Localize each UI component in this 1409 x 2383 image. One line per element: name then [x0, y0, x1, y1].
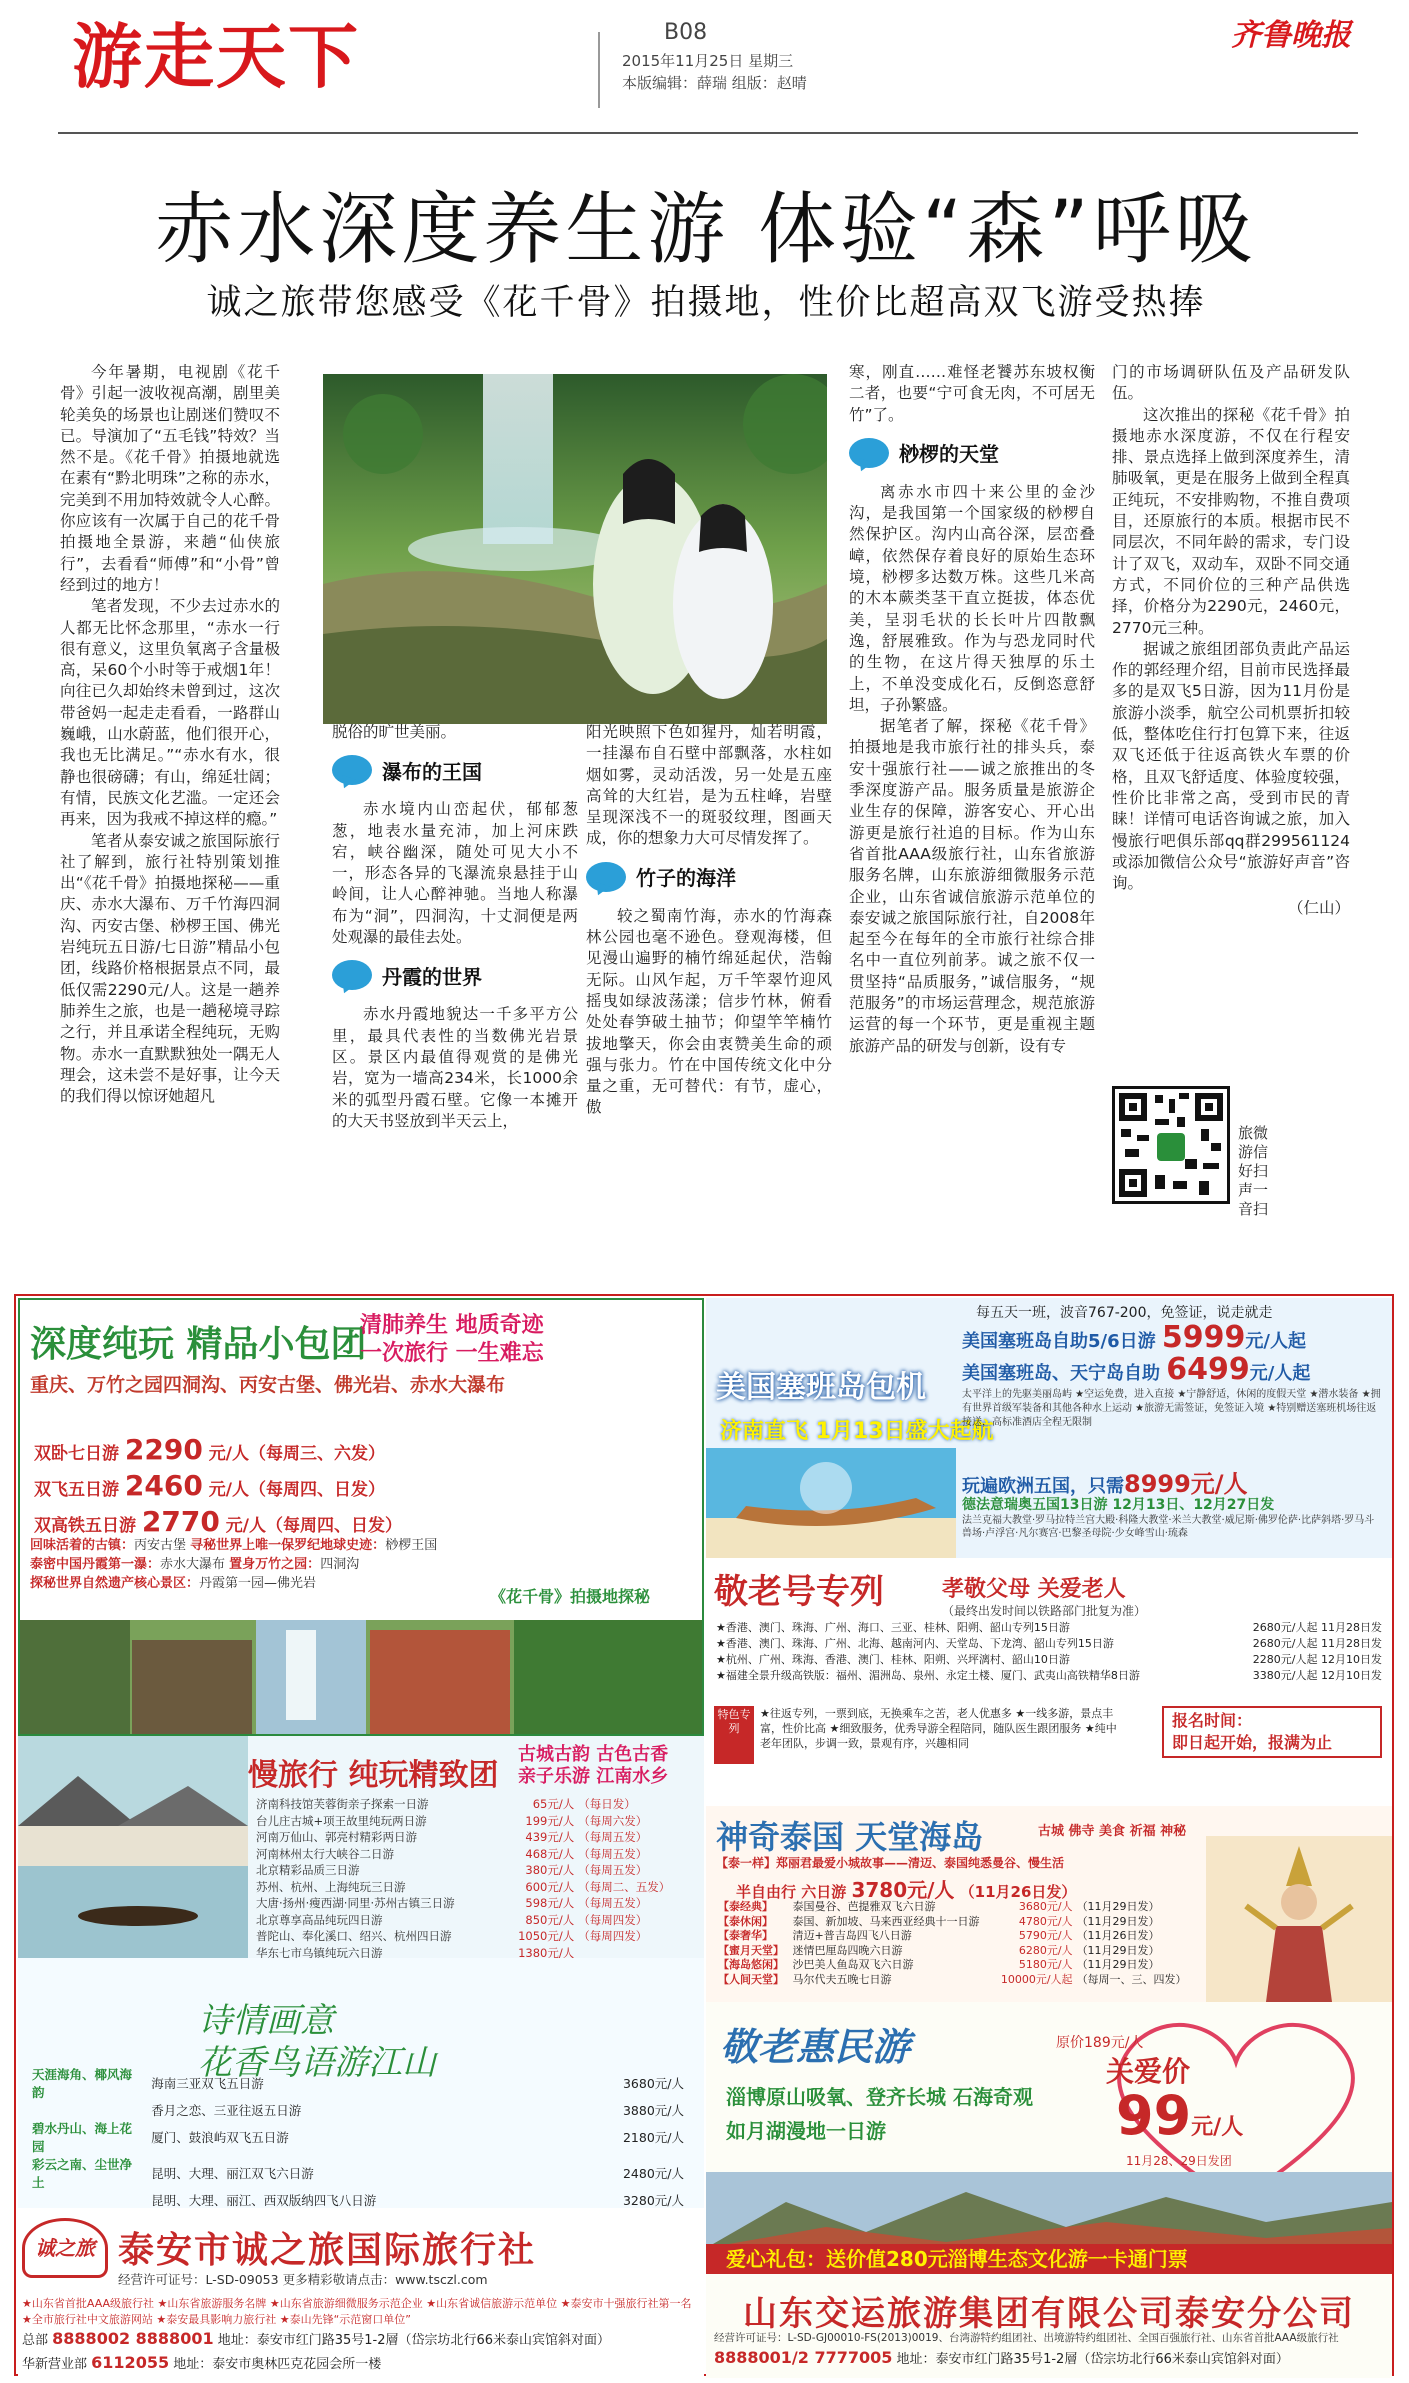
ad-routes: 重庆、万竹之园四洞沟、丙安古堡、佛光岩、赤水大瀑布 — [30, 1374, 506, 1396]
article-column-3 — [586, 722, 832, 1119]
price-label: 双卧七日游 — [34, 1444, 119, 1464]
table-row — [716, 1929, 1196, 1944]
highlight-key: 探秘世界自然遗产核心景区： — [30, 1576, 200, 1591]
editor-line: 本版编辑：薛瑞 组版：赵晴 — [622, 74, 807, 92]
route-line: 淄博原山吸氧、登齐长城 石海奇观 — [726, 2085, 1033, 2109]
route-price: 5180元/人 — [1018, 1958, 1073, 1971]
route-tag: 【人间天堂】 — [718, 1972, 784, 1986]
contact-row — [22, 2352, 702, 2376]
route-price: 3880元/人 — [622, 2103, 684, 2118]
byline: （仁山） — [1287, 899, 1350, 918]
route-name: 昆明、大理、丽江双飞六日游 — [151, 2166, 314, 2181]
slogan-line: 亲子乐游 江南水乡 — [518, 1766, 669, 1787]
highlight-row — [30, 1555, 450, 1574]
price-value: 6499 — [1166, 1352, 1250, 1387]
route-name: ★香港、澳门、珠海、广州、海口、三亚、桂林、阳朔、韶山专列15日游 — [716, 1621, 1070, 1634]
route-schedule: （11月29日发） — [1076, 1943, 1160, 1957]
agency-contact — [22, 2328, 702, 2376]
paragraph: 这次推出的探秘《花千骨》拍摄地赤水深度游，不仅在行程安排、景点选择上做到深度养生，清肺吸氧，更是在服务上做到全程真正纯玩，不安排购物，不推自费项目，还原旅行的本质。根据市民不同层次，不同年龄的需求，专门设计了双飞，双动车，双卧不同交通方式，不同价位的三种产品供选择，价格分为2290元，2460元，2770元三种。 — [1112, 405, 1350, 637]
table-row — [254, 1813, 694, 1830]
table-row — [714, 1668, 1384, 1684]
highlight-value: 桫椤王国 — [385, 1538, 438, 1553]
route-schedule: （11月29日发） — [1076, 1958, 1160, 1971]
route-schedule: （每周二、五发） — [578, 1879, 671, 1894]
section-subtitle — [332, 755, 578, 789]
route-name: 华东七市乌镇纯玩六日游 — [256, 1945, 383, 1958]
advertisement-block — [14, 1294, 1394, 2376]
route-name: 济南科技馆芙蓉街亲子探索一日游 — [256, 1797, 429, 1811]
highlight-row — [30, 1574, 450, 1593]
route-price: 598元/人 — [525, 1896, 575, 1910]
ad-feature-price — [736, 1874, 1076, 1903]
route-price: 3680元/人 — [622, 2076, 684, 2091]
departure-date: 济南直飞 1月13日盛大起航 — [720, 1419, 994, 1444]
care-price — [1116, 2084, 1243, 2147]
route-name: 北京尊享高品纯玩四日游 — [256, 1912, 383, 1927]
departure-dates: 11月28、29日发团 — [1126, 2154, 1232, 2168]
route-tag: 【泰奢华】 — [718, 1929, 773, 1942]
route-schedule: （每周四发） — [578, 1929, 648, 1943]
signup-box[interactable] — [1162, 1706, 1382, 1758]
ad-senior-daytrip[interactable] — [706, 2002, 1392, 2378]
route-name: 河南万仙山、郭亮村精彩两日游 — [256, 1830, 417, 1844]
scenery-strip — [20, 1620, 704, 1736]
route-price: 199元/人 — [525, 1813, 575, 1828]
contact-address: 地址：泰安市红门路35号1-2層（岱宗坊北行66米泰山宾馆斜对面） — [896, 2352, 1289, 2367]
route-price: 2680元/人起 11月28日发 — [1252, 1637, 1382, 1650]
price-unit: 元/人起 — [1245, 1331, 1306, 1352]
ad-feature-line: 【泰一样】郑丽君最爱小城故事——清迈、泰国纯悉曼谷、慢生活 — [716, 1856, 1065, 1870]
route-price-table — [254, 1796, 694, 1958]
route-tag: 【海岛悠闲】 — [718, 1958, 784, 1971]
route-price: 3280元/人 — [622, 2193, 684, 2208]
subtitle-text: 竹子的海洋 — [636, 866, 736, 891]
issue-info — [622, 50, 807, 94]
route-price: 10000元/人起 — [1000, 1972, 1073, 1986]
subtitle-text: 瀑布的王国 — [382, 759, 482, 784]
price-unit: 元/人（每周四、日发） — [225, 1516, 402, 1536]
ad-column-right — [706, 1298, 1392, 2378]
ad-chishui-tour[interactable] — [18, 1298, 704, 1736]
price-value: 2770 — [141, 1505, 220, 1538]
ad-agency-footer — [18, 2208, 704, 2378]
thai-dancer-image — [1206, 1836, 1392, 2002]
wechat-qr-code[interactable] — [1112, 1086, 1230, 1204]
feature-label: 半自由行 六日游 — [736, 1883, 847, 1901]
route-tagline: 天涯海角、椰风海韵 — [32, 2067, 133, 2100]
price-label: 美国塞班岛、天宁岛自助 — [962, 1363, 1160, 1384]
paragraph: 赤水境内山峦起伏，郁郁葱葱，地表水量充沛，加上河床跌宕，峡谷幽深，随处可见大小不一，形态各异的飞瀑流泉悬挂于山岭间，让人心醉神驰。当地人称瀑布为“洞”，四洞沟，十丈洞便是两处观瀑的最佳去处。 — [332, 800, 578, 947]
route-price: 6280元/人 — [1018, 1943, 1073, 1957]
section-title: 游走天下 — [72, 15, 360, 98]
subtitle-text: 桫椤的天堂 — [899, 442, 999, 467]
ad-column-left — [18, 1298, 704, 2378]
contact-phone[interactable]: 8888001/2 7777005 — [714, 2348, 893, 2367]
table-row — [254, 1846, 694, 1863]
article-column-1 — [60, 362, 280, 1107]
slogan-line: 古城古韵 古色古香 — [518, 1744, 669, 1765]
contact-phone[interactable]: 8888002 8888001 — [52, 2329, 214, 2348]
route-tagline: 彩云之南、尘世净土 — [32, 2157, 133, 2190]
slogan-line: 一次旅行 一生难忘 — [360, 1341, 544, 1366]
section-subtitle — [332, 960, 578, 994]
section-subtitle — [849, 438, 1095, 472]
route-name: 厦门、鼓浪屿双飞五日游 — [151, 2130, 289, 2145]
route-name: 海南三亚双飞五日游 — [151, 2076, 264, 2091]
feature-badge: 特色专列 — [714, 1706, 754, 1764]
route-price: 439元/人 — [525, 1830, 575, 1844]
route-price: 5790元/人 — [1018, 1929, 1073, 1942]
slogan-line: 清肺养生 地质奇迹 — [360, 1313, 544, 1338]
table-row — [254, 1945, 694, 1959]
signup-text: 即日起开始，报满为止 — [1172, 1733, 1333, 1752]
offer-label: 玩遍欧洲五国，只需 — [962, 1476, 1124, 1497]
article — [60, 362, 1350, 1274]
europe-route: 德法意瑞奥五国13日游 12月13日、12月27日发 — [962, 1497, 1275, 1513]
agency-license[interactable]: 经营许可证号：L-SD-09053 更多精彩敬请点击：www.tsczl.com — [118, 2272, 488, 2287]
route-name: ★香港、澳门、珠海、广州、北海、越南河内、天堂岛、下龙湾、韶山专列15日游 — [716, 1637, 1114, 1650]
speech-bubble-icon — [332, 960, 372, 994]
ad-slogan — [518, 1744, 668, 1788]
signup-label: 报名时间： — [1172, 1711, 1253, 1730]
top-rule — [58, 132, 1358, 134]
company-name: 山东交运旅游集团有限公司泰安分公司 — [743, 2294, 1355, 2334]
table-row — [254, 1928, 694, 1945]
ad-headline-prices — [962, 1320, 1311, 1388]
route-price: 65元/人 — [532, 1797, 575, 1811]
table-row — [28, 2066, 688, 2102]
drama-still-photo — [323, 374, 827, 724]
table-row — [714, 1620, 1384, 1636]
table-row — [28, 2192, 688, 2208]
route-price: 2180元/人 — [622, 2130, 684, 2145]
table-row — [254, 1862, 694, 1879]
feature-price: 3780元/人 — [851, 1878, 955, 1902]
route-price-table — [716, 1900, 1196, 1987]
price-row — [962, 1352, 1311, 1388]
contact-row — [22, 2328, 702, 2352]
route-price: 600元/人 — [525, 1879, 575, 1894]
route-price: 3680元/人 — [1018, 1900, 1073, 1913]
ad-title: 敬老惠民游 — [720, 2025, 911, 2069]
table-row — [716, 1958, 1196, 1973]
route-schedule: （每周五发） — [578, 1830, 648, 1844]
date-line: 2015年11月25日 星期三 — [622, 52, 794, 70]
price-unit: 元/人 — [1191, 2115, 1244, 2140]
paragraph: 笔者发现，不少去过赤水的人都无比怀念那里，“赤水一行很有意义，这里负氧离子含量极高，呆60个小时等于戒烟1年！向往已久却始终未曾到过，这次带爸妈一起走走看看，一路群山巍峨，山水蔚蓝，他们很开心，我也无比满足。”“赤水有水，很静也很磅礴；有山，绵延壮阔；有情，民族文化艺滥。一定还会再来，因为我戒不掉这样的瘾。” — [60, 597, 280, 829]
page-number: B08 — [664, 20, 708, 45]
agency-honors: ★山东省首批AAA级旅行社 ★山东省旅游服务名牌 ★山东省旅游细微服务示范企业 ★山东省诚信旅游示范单位 ★泰安市十强旅行社第一名 ★全市旅行社中文旅游网站 ★泰安最具影响力旅行社 ★泰山先锋“示范窗口单位” — [22, 2297, 692, 2326]
route-price: 3380元/人起 12月10日发 — [1252, 1669, 1382, 1682]
route-name: 普陀山、奉化溪口、绍兴、杭州四日游 — [256, 1929, 452, 1943]
price-row — [34, 1434, 402, 1470]
agency-logo: 诚之旅 — [22, 2218, 108, 2278]
paragraph: 今年暑期，电视剧《花千骨》引起一波收视高潮，剧里美轮美奂的场景也让剧迷们赞叹不已。导演加了“五毛钱”特效？当然不是。《花千骨》拍摄地就选在素有“黔北明珠”之称的赤水，完美到不用加特效就令人心醉。你应该有一次属于自己的花千骨拍摄地全景游，来趟“仙侠旅行”，去看看“师傅”和“小骨”曾经到过的地方！ — [60, 363, 280, 594]
route-name: 台儿庄古城+项王故里纯玩两日游 — [256, 1813, 427, 1828]
headline: 赤水深度养生游 体验“森”呼吸 — [155, 185, 1257, 275]
route-tag: 【蜜月天堂】 — [718, 1943, 784, 1957]
offer-price: 8999元/人 — [1124, 1470, 1248, 1498]
feature-date: （11月26日发） — [959, 1883, 1077, 1901]
price-value: 5999 — [1161, 1320, 1246, 1355]
subheadline: 诚之旅带您感受《花千骨》拍摄地，性价比超高双飞游受热捧 — [206, 283, 1206, 323]
price-value: 99 — [1116, 2084, 1192, 2147]
article-column-5 — [1112, 362, 1350, 920]
table-row — [254, 1895, 694, 1912]
price-row — [962, 1320, 1310, 1356]
route-schedule: （11月29日发） — [1076, 1914, 1160, 1928]
europe-description: 法兰克福大教堂·罗马拉特兰宫大殿·科隆大教堂·米兰大教堂·威尼斯·佛罗伦萨·比萨斜塔·罗马斗兽场·卢浮宫·凡尔赛宫·巴黎圣母院·少女峰雪山·琉森 — [962, 1515, 1375, 1539]
company-contact — [714, 2348, 1390, 2367]
ad-slogan — [360, 1312, 544, 1368]
section-subtitle — [586, 862, 832, 896]
paragraph-continued: 门的市场调研队伍及产品研发队伍。 — [1112, 363, 1350, 403]
qr-caption-line: 好扫 — [1238, 1162, 1269, 1180]
ad-title-line: 花香鸟语游江山 — [198, 2043, 436, 2083]
company-license: 经营许可证号：L-SD-GJ00010-FS(2013)0019、台湾游特约组团社、出境游特约组团社、全国百强旅行社、山东省首批AAA级旅行社 — [714, 2332, 1339, 2344]
route-line: 如月湖漫地一日游 — [726, 2119, 886, 2143]
qr-caption — [1238, 1124, 1298, 1219]
route-schedule — [576, 1945, 694, 1959]
table-row — [28, 2156, 688, 2192]
route-price: 2480元/人 — [622, 2166, 684, 2181]
route-name: 泰国曼谷、芭提雅双飞六日游 — [792, 1900, 936, 1913]
ad-title: 慢旅行 纯玩精致团 — [248, 1758, 499, 1793]
paragraph: 较之蜀南竹海，赤水的竹海森林公园也毫不逊色。登观海楼，但见漫山遍野的楠竹绵延起伏，浩翰无际。山风乍起，万千竿翠竹迎风摇曳如绿波荡漾；信步竹林，俯看处处春笋破土抽节；仰望竿竿楠竹拔地擎天，你会由衷赞美生命的顽强与张力。竹在中国传统文化中分量之重，无可替代：有节，虚心，傲 — [586, 906, 832, 1117]
paragraph: 据笔者了解，探秘《花千骨》拍摄地是我市旅行社的排头兵，泰安十强旅行社——诚之旅推出的冬季深度游产品。服务质量是旅游企业生存的保障，游客安心、开心出游更是旅行社追的目标。作为山东省首批AAA级旅行社，山东省旅游服务名牌，山东旅游细微服务示范企业，山东省诚信旅游示范单位的泰安诚之旅国际旅行社，自2008年起至今在每年的全市旅行社综合排名中一直位列前茅。诚之旅不仅一贯坚持“品质服务，”诚信服务，“规范服务”的市场运营理念，规范旅游运营的每一个环节，更是重视主题旅游产品的研发与创新，设有专 — [849, 717, 1095, 1055]
ad-note: （最终出发时间以铁路部门批复为准） — [942, 1604, 1147, 1618]
route-name: 泰国、新加坡、马来西亚经典十一日游 — [792, 1914, 980, 1928]
paragraph-continued: 脱俗的旷世美丽。 — [332, 723, 457, 741]
route-price: 1380元/人 — [518, 1945, 575, 1958]
agency-name: 泰安市诚之旅国际旅行社 — [118, 2230, 537, 2271]
table-row — [254, 1829, 694, 1846]
route-name: 苏州、杭州、上海纯玩三日游 — [256, 1879, 406, 1894]
highlight-key: 置身万竹之园： — [229, 1557, 321, 1572]
route-schedule: （每周六发） — [578, 1813, 648, 1828]
contact-phone[interactable]: 6112055 — [91, 2353, 170, 2372]
route-schedule: （每日发） — [578, 1797, 636, 1811]
route-name: 沙巴美人鱼岛双飞六日游 — [792, 1958, 914, 1971]
ad-thailand[interactable] — [706, 1806, 1392, 2002]
price-row — [34, 1470, 402, 1506]
highlight-value: 四洞沟 — [320, 1557, 360, 1572]
qr-pattern — [1115, 1089, 1227, 1201]
highlight-value: 赤水大瀑布 — [160, 1557, 226, 1572]
table-row — [716, 1973, 1196, 1988]
route-name: 河南林州太行大峡谷二日游 — [256, 1846, 394, 1861]
table-row — [254, 1796, 694, 1813]
price-label: 双飞五日游 — [34, 1480, 119, 1500]
paper-logo: 齐鲁晚报 — [1231, 18, 1351, 53]
route-schedule: （每周一、三、四发） — [1076, 1972, 1187, 1986]
route-price: 380元/人 — [525, 1863, 575, 1877]
route-price: 468元/人 — [525, 1846, 575, 1861]
table-row — [716, 1900, 1196, 1915]
table-row — [254, 1912, 694, 1929]
subtitle-text: 丹霞的世界 — [382, 964, 482, 989]
route-tagline — [28, 2102, 147, 2120]
ad-intro: 每五天一班，波音767-200，免签证，说走就走 — [976, 1305, 1273, 1321]
ad-title: 深度纯玩 精品小包团 — [30, 1324, 367, 1365]
ad-route — [726, 2080, 1033, 2148]
ad-highlights — [30, 1536, 450, 1593]
route-name: ★杭州、广州、珠海、香港、澳门、桂林、阳朔、兴坪漓村、韶山10日游 — [716, 1653, 1070, 1666]
ad-domestic-tours[interactable] — [18, 1958, 704, 2208]
price-value: 2460 — [124, 1469, 203, 1502]
route-schedule: （每周四发） — [578, 1912, 648, 1927]
highlight-value: 丹霞第一园—佛光岩 — [199, 1576, 317, 1591]
speech-bubble-icon — [586, 862, 626, 896]
route-name: ★福建全景升级高铁版：福州、湄洲岛、泉州、永定土楼、厦门、武夷山高铁精华8日游 — [716, 1669, 1140, 1682]
qr-caption-line: 声一 — [1238, 1181, 1269, 1199]
route-tag: 【泰经典】 — [718, 1900, 773, 1913]
route-schedule: （每周五发） — [578, 1863, 648, 1877]
price-unit: 元/人（每周四、日发） — [208, 1480, 385, 1500]
route-price-table — [28, 2066, 688, 2208]
speech-bubble-icon — [332, 755, 372, 789]
route-price: 2680元/人起 11月28日发 — [1252, 1621, 1382, 1634]
gift-banner: 爱心礼包：送价值280元淄博生态文化游一卡通门票 — [706, 2244, 1392, 2274]
price-list — [34, 1434, 402, 1542]
route-name: 北京精彩品质三日游 — [256, 1863, 360, 1877]
highlight-row — [30, 1536, 450, 1555]
ad-slogan: 孝敬父母 关爱老人 — [942, 1577, 1126, 1602]
table-row — [254, 1879, 694, 1896]
table-row — [716, 1915, 1196, 1930]
price-unit: 元/人（每周三、六发） — [208, 1444, 385, 1464]
water-town-image — [18, 1736, 248, 1958]
masthead-divider — [598, 32, 600, 108]
table-row — [28, 2102, 688, 2120]
route-schedule: （每周五发） — [578, 1846, 648, 1861]
route-schedule: （每周五发） — [578, 1896, 648, 1910]
ad-description: 太平洋上的先驱美丽岛屿 ★空运免费，进入直接 ★宁静舒适，休闲的度假天堂 ★潜水装备 ★拥有世界首级军装备和其他各种水上运动 ★旅游无需签证，免签证入境 ★特别赠送塞班机场往返接送，高标准酒店全程无限制 — [962, 1389, 1381, 1428]
ad-saipan-charter[interactable] — [706, 1298, 1392, 1558]
route-price: 4780元/人 — [1018, 1914, 1073, 1928]
route-tagline: 碧水丹山、海上花园 — [32, 2121, 133, 2154]
price-label: 双高铁五日游 — [34, 1516, 136, 1536]
boat-beach-image — [706, 1448, 956, 1558]
price-value: 2290 — [124, 1433, 203, 1466]
qr-caption-line: 旅微 — [1238, 1124, 1269, 1142]
photo-caption: 《花千骨》拍摄地探秘 — [490, 1587, 651, 1606]
route-schedule: （11月29日发） — [1076, 1900, 1160, 1913]
mountain-scenery — [706, 2172, 1392, 2248]
ad-title: 敬老号专列 — [714, 1572, 884, 1612]
feature-list: ★往返专列，一票到底，无换乘车之苦，老人优惠多 ★一线多游，景点丰富，性价比高 ★细致服务，优秀导游全程陪同，随队医生跟团服务 ★纯中老年团队，步调一致，景观有序，兴趣相同 — [760, 1707, 1117, 1750]
table-row — [716, 1944, 1196, 1959]
photo-illustration — [323, 374, 827, 724]
route-price: 2280元/人起 12月10日发 — [1252, 1653, 1382, 1666]
contact-address: 地址：泰安市奥林匹克花园会所一楼 — [173, 2357, 382, 2372]
contact-label: 华新营业部 — [22, 2357, 88, 2372]
paragraph: 赤水丹霞地貌达一千多平方公里，最具代表性的当数佛光岩景区。景区内最值得观赏的是佛光岩，宽为一墙高234米，长1000余米的弧型丹霞石壁。它像一本摊开的大天书竖放到半天云上， — [332, 1005, 578, 1130]
paragraph-continued: 寒，刚直……难怪老饕苏东坡权衡二者，也要“宁可食无肉，不可居无竹”了。 — [849, 363, 1095, 424]
table-row — [714, 1652, 1384, 1668]
route-tag: 【泰休闲】 — [718, 1914, 773, 1928]
qr-caption-line: 音扫 — [1238, 1200, 1269, 1218]
contact-label: 总部 — [22, 2333, 49, 2348]
highlight-key: 寻秘世界上唯一保罗纪地球史迹： — [190, 1538, 386, 1553]
route-name: 大唐·扬州·瘦西湖·同里·苏州古镇三日游 — [256, 1896, 455, 1910]
table-row — [28, 2120, 688, 2156]
paragraph-continued: 阳光映照下色如猩丹，灿若明霞，一挂瀑布自石壁中部飘落，水柱如烟如雾，灵动活泼，另一处是五座高耸的大红岩，是为五柱峰，岩壁呈现深浅不一的斑驳纹理，图画天成，你的想象力大可尽情发挥了。 — [586, 723, 832, 848]
route-name: 迷情巴厘岛四晚六日游 — [792, 1943, 903, 1957]
ad-title: 美国塞班岛包机 — [716, 1370, 926, 1405]
ad-senior-train[interactable] — [706, 1558, 1392, 1806]
route-price: 850元/人 — [525, 1912, 575, 1927]
route-name: 香月之恋、三亚往返五日游 — [151, 2103, 302, 2118]
route-name: 马尔代夫五晚七日游 — [792, 1972, 892, 1986]
article-column-2 — [332, 722, 578, 1132]
article-column-4 — [849, 362, 1095, 1057]
highlight-key: 回味活着的古镇： — [30, 1538, 135, 1553]
contact-address: 地址：泰安市红门路35号1-2層（岱宗坊北行66米泰山宾馆斜对面） — [217, 2333, 611, 2348]
paragraph: 离赤水市四十来公里的金沙沟，是我国第一个国家级的桫椤自然保护区。沟内山高谷深，层峦叠嶂，依然保存着良好的原始生态环境，桫椤多达数万株。这些几米高的木本蕨类茎干直立挺拔，体态优美，呈羽毛状的长长叶片四散飘逸，舒展雅致。作为与恐龙同时代的生物，在这片得天独厚的乐土上，不单没变成化石，反倒恣意舒坦，子孙繁盛。 — [849, 482, 1095, 714]
highlight-key: 泰密中国丹霞第一瀑： — [30, 1557, 161, 1572]
original-price: 原价189元/人 — [1056, 2035, 1144, 2051]
ad-slow-travel[interactable] — [18, 1736, 704, 1958]
ad-title: 神奇泰国 天堂海岛 — [716, 1818, 984, 1856]
table-row — [714, 1636, 1384, 1652]
speech-bubble-icon — [849, 438, 889, 472]
qr-caption-line: 游信 — [1238, 1143, 1269, 1161]
highlight-value: 丙安古堡 — [134, 1538, 187, 1553]
route-price-table — [714, 1620, 1384, 1684]
ad-slogan: 古城 佛寺 美食 祈福 神秘 — [1038, 1824, 1187, 1839]
paragraph: 笔者从泰安诚之旅国际旅行社了解到，旅行社特别策划推出“《花千骨》拍摄地探秘——重庆、赤水大瀑布、万千竹海四洞沟、丙安古堡、桫椤王国、佛光岩纯玩五日游/七日游”精品小包团，线路价格根据景点不同，最低仅需2290元/人。这是一趟养肺养生之旅，也是一趟秘境寻踪之行，并且承诺全程纯玩，无购物。赤水一直默默独处一隅无人理会，这未尝不是好事，让今天的我们得以惊讶她超凡 — [60, 831, 280, 1106]
route-name: 清迈+普吉岛四飞八日游 — [792, 1929, 912, 1942]
route-name: 昆明、大理、丽江、西双版纳四飞八日游 — [151, 2193, 377, 2208]
route-tagline — [28, 2192, 147, 2208]
price-unit: 元/人起 — [1249, 1363, 1311, 1384]
route-schedule: （11月26日发） — [1076, 1929, 1160, 1942]
paragraph: 据诚之旅组团部负责此产品运作的郭经理介绍，目前市民选择最多的是双飞5日游，因为11月份是旅游小淡季，航空公司机票折扣较低，整体吃住行打包算下来，往返双飞还低于往返高铁火车票的价格，且双飞舒适度、体验度较强，性价比非常之高，受到市民的青睐！详情可电话咨询诚之旅，加入慢旅行吧俱乐部qq群299561124或添加微信公众号“旅游好声音”咨询。 — [1112, 639, 1350, 893]
ad-title-line: 诗情画意 — [198, 2001, 334, 2041]
care-price-label: 关爱价 — [1106, 2055, 1191, 2088]
route-price: 1050元/人 — [518, 1929, 575, 1943]
price-label: 美国塞班岛自助5/6日游 — [962, 1331, 1156, 1352]
masthead — [0, 0, 1409, 120]
